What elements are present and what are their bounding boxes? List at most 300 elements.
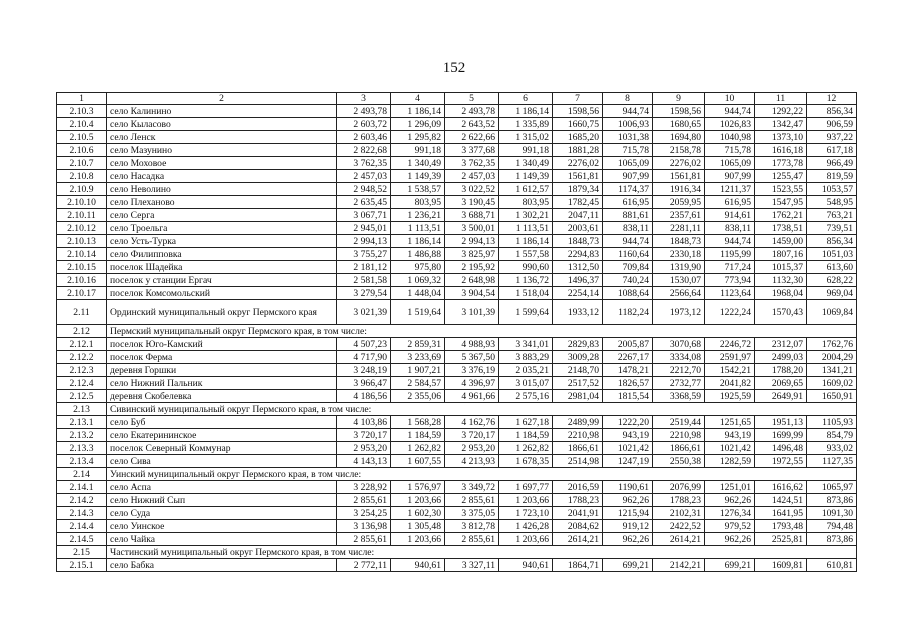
- cell-col-6: 1 627,18: [499, 416, 553, 429]
- cell-col-5: 4 162,76: [445, 416, 499, 429]
- cell-col-8: 1215,94: [603, 507, 653, 520]
- cell-col-11: 1292,22: [755, 105, 807, 118]
- table-row: [57, 248, 857, 261]
- cell-col-3: 3 762,35: [337, 157, 391, 170]
- cell-col-7: 2981,04: [553, 390, 603, 403]
- column-number-8: 8: [603, 93, 653, 105]
- cell-col-4: 1 203,66: [391, 494, 445, 507]
- row-code: 2.13.3: [57, 442, 107, 455]
- table-row: [57, 144, 857, 157]
- cell-col-7: 2003,61: [553, 222, 603, 235]
- row-code: 2.13.4: [57, 455, 107, 468]
- cell-col-10: 1282,59: [705, 455, 755, 468]
- cell-col-11: 1788,20: [755, 364, 807, 377]
- cell-col-9: 1680,65: [653, 118, 705, 131]
- cell-col-10: 907,99: [705, 170, 755, 183]
- cell-col-11: 1616,62: [755, 481, 807, 494]
- cell-col-7: 1864,71: [553, 559, 603, 572]
- table-row: [57, 131, 857, 144]
- cell-col-9: 3334,08: [653, 351, 705, 364]
- cell-col-5: 2 855,61: [445, 533, 499, 546]
- cell-col-4: 2 355,06: [391, 390, 445, 403]
- cell-col-9: 2158,78: [653, 144, 705, 157]
- cell-col-12: 1105,93: [807, 416, 857, 429]
- cell-col-6: 1 599,64: [499, 300, 553, 325]
- cell-col-6: 1 612,57: [499, 183, 553, 196]
- cell-col-8: 944,74: [603, 105, 653, 118]
- cell-col-3: 2 822,68: [337, 144, 391, 157]
- cell-col-12: 794,48: [807, 520, 857, 533]
- row-name: село Ленск: [107, 131, 337, 144]
- cell-col-5: 3 377,68: [445, 144, 499, 157]
- table-row: [57, 274, 857, 287]
- cell-col-8: 1006,93: [603, 118, 653, 131]
- column-number-2: 2: [107, 93, 337, 105]
- cell-col-9: 1788,23: [653, 494, 705, 507]
- cell-col-6: 990,60: [499, 261, 553, 274]
- row-name: село Бабка: [107, 559, 337, 572]
- cell-col-4: 1 305,48: [391, 520, 445, 533]
- cell-col-11: 1459,00: [755, 235, 807, 248]
- cell-col-5: 3 762,35: [445, 157, 499, 170]
- cell-col-8: 1478,21: [603, 364, 653, 377]
- cell-col-9: 2276,02: [653, 157, 705, 170]
- cell-col-12: 856,34: [807, 235, 857, 248]
- cell-col-8: 1174,37: [603, 183, 653, 196]
- column-number-1: 1: [57, 93, 107, 105]
- cell-col-5: 3 190,45: [445, 196, 499, 209]
- cell-col-7: 2148,70: [553, 364, 603, 377]
- table-row: [57, 494, 857, 507]
- cell-col-7: 1685,20: [553, 131, 603, 144]
- cell-col-4: 1 486,88: [391, 248, 445, 261]
- row-name: село Уинское: [107, 520, 337, 533]
- table-row: [57, 377, 857, 390]
- cell-col-5: 3 825,97: [445, 248, 499, 261]
- cell-col-11: 1609,81: [755, 559, 807, 572]
- cell-col-10: 1065,09: [705, 157, 755, 170]
- cell-col-10: 943,19: [705, 429, 755, 442]
- cell-col-4: 1 448,04: [391, 287, 445, 300]
- cell-col-11: 1523,55: [755, 183, 807, 196]
- table-row: [57, 105, 857, 118]
- cell-col-9: 1598,56: [653, 105, 705, 118]
- cell-col-3: 2 953,20: [337, 442, 391, 455]
- cell-col-4: 991,18: [391, 144, 445, 157]
- cell-col-7: 1788,23: [553, 494, 603, 507]
- row-code: 2.14.5: [57, 533, 107, 546]
- cell-col-8: 1065,09: [603, 157, 653, 170]
- section-header-row: [57, 403, 857, 416]
- table-row: [57, 300, 857, 325]
- cell-col-3: 2 772,11: [337, 559, 391, 572]
- cell-col-3: 2 603,46: [337, 131, 391, 144]
- row-code: 2.10.6: [57, 144, 107, 157]
- cell-col-3: 2 181,12: [337, 261, 391, 274]
- row-code: 2.13.2: [57, 429, 107, 442]
- cell-col-12: 1065,97: [807, 481, 857, 494]
- cell-col-6: 1 186,14: [499, 105, 553, 118]
- cell-col-12: 1762,76: [807, 338, 857, 351]
- cell-col-5: 3 500,01: [445, 222, 499, 235]
- row-code: 2.14.3: [57, 507, 107, 520]
- table-row: [57, 209, 857, 222]
- cell-col-7: 2041,91: [553, 507, 603, 520]
- cell-col-12: 933,02: [807, 442, 857, 455]
- cell-col-4: 1 296,09: [391, 118, 445, 131]
- cell-col-11: 2312,07: [755, 338, 807, 351]
- cell-col-7: 2210,98: [553, 429, 603, 442]
- row-name: поселок Комсомольский: [107, 287, 337, 300]
- cell-col-12: 906,59: [807, 118, 857, 131]
- row-code: 2.12.2: [57, 351, 107, 364]
- row-name: село Калинино: [107, 105, 337, 118]
- cell-col-4: 1 069,32: [391, 274, 445, 287]
- cell-col-6: 1 557,58: [499, 248, 553, 261]
- cell-col-7: 1496,37: [553, 274, 603, 287]
- cell-col-7: 2276,02: [553, 157, 603, 170]
- cell-col-9: 1561,81: [653, 170, 705, 183]
- cell-col-12: 969,04: [807, 287, 857, 300]
- row-name: село Филипповка: [107, 248, 337, 261]
- cell-col-4: 2 584,57: [391, 377, 445, 390]
- cell-col-5: 2 493,78: [445, 105, 499, 118]
- column-number-6: 6: [499, 93, 553, 105]
- cell-col-9: 2212,70: [653, 364, 705, 377]
- cell-col-11: 1773,78: [755, 157, 807, 170]
- row-code: 2.10.17: [57, 287, 107, 300]
- row-name: село Насадка: [107, 170, 337, 183]
- cell-col-10: 1222,24: [705, 300, 755, 325]
- table-row: [57, 183, 857, 196]
- cell-col-6: 2 575,16: [499, 390, 553, 403]
- cell-col-10: 838,11: [705, 222, 755, 235]
- cell-col-8: 919,12: [603, 520, 653, 533]
- row-code: 2.10.7: [57, 157, 107, 170]
- cell-col-9: 2281,11: [653, 222, 705, 235]
- cell-col-11: 1342,47: [755, 118, 807, 131]
- cell-col-12: 739,51: [807, 222, 857, 235]
- cell-col-7: 2294,83: [553, 248, 603, 261]
- row-code: 2.14.2: [57, 494, 107, 507]
- cell-col-10: 1211,37: [705, 183, 755, 196]
- cell-col-4: 1 262,82: [391, 442, 445, 455]
- cell-col-5: 2 622,66: [445, 131, 499, 144]
- cell-col-6: 1 262,82: [499, 442, 553, 455]
- cell-col-12: 1650,91: [807, 390, 857, 403]
- cell-col-7: 1561,81: [553, 170, 603, 183]
- cell-col-7: 2489,99: [553, 416, 603, 429]
- cell-col-11: 1424,51: [755, 494, 807, 507]
- cell-col-3: 3 067,71: [337, 209, 391, 222]
- cell-col-3: 3 248,19: [337, 364, 391, 377]
- row-code: 2.12.4: [57, 377, 107, 390]
- table-row: [57, 416, 857, 429]
- cell-col-4: 1 149,39: [391, 170, 445, 183]
- cell-col-6: 940,61: [499, 559, 553, 572]
- row-name: Сивинский муниципальный округ Пермского края, в том числе:: [107, 403, 857, 416]
- cell-col-5: 4 396,97: [445, 377, 499, 390]
- cell-col-4: 1 113,51: [391, 222, 445, 235]
- table-row: [57, 481, 857, 494]
- table-row: [57, 235, 857, 248]
- cell-col-7: 2254,14: [553, 287, 603, 300]
- cell-col-3: 2 635,45: [337, 196, 391, 209]
- cell-col-10: 944,74: [705, 235, 755, 248]
- cell-col-7: 2517,52: [553, 377, 603, 390]
- cell-col-5: 2 648,98: [445, 274, 499, 287]
- row-name: поселок Юго-Камский: [107, 338, 337, 351]
- row-name: село Неволино: [107, 183, 337, 196]
- table-row: [57, 287, 857, 300]
- cell-col-12: 819,59: [807, 170, 857, 183]
- table-row: [57, 559, 857, 572]
- cell-col-12: 873,86: [807, 494, 857, 507]
- cell-col-10: 1195,99: [705, 248, 755, 261]
- cell-col-4: 1 236,21: [391, 209, 445, 222]
- column-number-12: 12: [807, 93, 857, 105]
- cell-col-6: 1 149,39: [499, 170, 553, 183]
- cell-col-4: 1 186,14: [391, 235, 445, 248]
- cell-col-5: 4 988,93: [445, 338, 499, 351]
- cell-col-8: 2267,17: [603, 351, 653, 364]
- row-name: село Мазунино: [107, 144, 337, 157]
- cell-col-11: 1015,37: [755, 261, 807, 274]
- cell-col-11: 1132,30: [755, 274, 807, 287]
- cell-col-12: 1051,03: [807, 248, 857, 261]
- cell-col-8: 907,99: [603, 170, 653, 183]
- cell-col-10: 962,26: [705, 533, 755, 546]
- cell-col-8: 1182,24: [603, 300, 653, 325]
- cell-col-5: 3 022,52: [445, 183, 499, 196]
- cell-col-8: 1021,42: [603, 442, 653, 455]
- cell-col-3: 4 103,86: [337, 416, 391, 429]
- cell-col-4: 1 576,97: [391, 481, 445, 494]
- cell-col-9: 2422,52: [653, 520, 705, 533]
- cell-col-11: 1793,48: [755, 520, 807, 533]
- cell-col-9: 2102,31: [653, 507, 705, 520]
- row-name: Уинский муниципальный округ Пермского края, в том числе:: [107, 468, 857, 481]
- cell-col-3: 4 507,23: [337, 338, 391, 351]
- row-code: 2.13: [57, 403, 107, 416]
- row-name: село Буб: [107, 416, 337, 429]
- cell-col-10: 914,61: [705, 209, 755, 222]
- cell-col-5: 3 904,54: [445, 287, 499, 300]
- table-row: [57, 455, 857, 468]
- cell-col-7: 2016,59: [553, 481, 603, 494]
- cell-col-3: 3 755,27: [337, 248, 391, 261]
- cell-col-10: 1925,59: [705, 390, 755, 403]
- cell-col-12: 628,22: [807, 274, 857, 287]
- row-code: 2.11: [57, 300, 107, 325]
- cell-col-8: 962,26: [603, 494, 653, 507]
- cell-col-10: 699,21: [705, 559, 755, 572]
- cell-col-8: 699,21: [603, 559, 653, 572]
- table-row: [57, 429, 857, 442]
- row-code: 2.10.3: [57, 105, 107, 118]
- cell-col-5: 2 195,92: [445, 261, 499, 274]
- cell-col-8: 838,11: [603, 222, 653, 235]
- cell-col-6: 1 136,72: [499, 274, 553, 287]
- cell-col-4: 1 568,28: [391, 416, 445, 429]
- row-name: Пермский муниципальный округ Пермского края, в том числе:: [107, 325, 857, 338]
- table-row: [57, 351, 857, 364]
- section-header-row: [57, 325, 857, 338]
- cell-col-6: 1 184,59: [499, 429, 553, 442]
- cell-col-9: 2210,98: [653, 429, 705, 442]
- cell-col-7: 1933,12: [553, 300, 603, 325]
- cell-col-12: 763,21: [807, 209, 857, 222]
- row-name: поселок Шадейка: [107, 261, 337, 274]
- row-code: 2.10.5: [57, 131, 107, 144]
- cell-col-7: 1848,73: [553, 235, 603, 248]
- column-number-3: 3: [337, 93, 391, 105]
- cell-col-9: 1530,07: [653, 274, 705, 287]
- row-name: Ординский муниципальный округ Пермского края: [107, 300, 337, 325]
- table-row: [57, 390, 857, 403]
- cell-col-4: 940,61: [391, 559, 445, 572]
- cell-col-4: 1 538,57: [391, 183, 445, 196]
- cell-col-12: 1069,84: [807, 300, 857, 325]
- cell-col-10: 715,78: [705, 144, 755, 157]
- cell-col-11: 1496,48: [755, 442, 807, 455]
- row-code: 2.10.15: [57, 261, 107, 274]
- cell-col-5: 4 213,93: [445, 455, 499, 468]
- table-row: [57, 364, 857, 377]
- cell-col-9: 2550,38: [653, 455, 705, 468]
- row-code: 2.10.9: [57, 183, 107, 196]
- cell-col-4: 1 907,21: [391, 364, 445, 377]
- cell-col-3: 3 279,54: [337, 287, 391, 300]
- row-name: село Суда: [107, 507, 337, 520]
- row-name: село Нижний Сып: [107, 494, 337, 507]
- cell-col-3: 3 720,17: [337, 429, 391, 442]
- cell-col-10: 2246,72: [705, 338, 755, 351]
- cell-col-4: 975,80: [391, 261, 445, 274]
- cell-col-4: 3 233,69: [391, 351, 445, 364]
- row-code: 2.14.4: [57, 520, 107, 533]
- table-row: [57, 261, 857, 274]
- cell-col-11: 2499,03: [755, 351, 807, 364]
- cell-col-7: 1312,50: [553, 261, 603, 274]
- cell-col-3: 3 966,47: [337, 377, 391, 390]
- cell-col-9: 1848,73: [653, 235, 705, 248]
- cell-col-6: 803,95: [499, 196, 553, 209]
- cell-col-8: 1247,19: [603, 455, 653, 468]
- table-row: [57, 442, 857, 455]
- cell-col-3: 2 457,03: [337, 170, 391, 183]
- cell-col-5: 3 720,17: [445, 429, 499, 442]
- cell-col-10: 1251,01: [705, 481, 755, 494]
- cell-col-9: 3368,59: [653, 390, 705, 403]
- cell-col-11: 2069,65: [755, 377, 807, 390]
- row-code: 2.14: [57, 468, 107, 481]
- cell-col-3: 2 994,13: [337, 235, 391, 248]
- cell-col-8: 881,61: [603, 209, 653, 222]
- cell-col-12: 966,49: [807, 157, 857, 170]
- cell-col-9: 1866,61: [653, 442, 705, 455]
- cell-col-10: 1021,42: [705, 442, 755, 455]
- row-code: 2.10.12: [57, 222, 107, 235]
- cell-col-3: 2 581,58: [337, 274, 391, 287]
- cell-col-4: 2 859,31: [391, 338, 445, 351]
- table-row: [57, 520, 857, 533]
- column-number-4: 4: [391, 93, 445, 105]
- cell-col-12: 1609,02: [807, 377, 857, 390]
- cell-col-4: 1 295,82: [391, 131, 445, 144]
- cell-col-7: 1881,28: [553, 144, 603, 157]
- cell-col-5: 2 643,52: [445, 118, 499, 131]
- cell-col-7: 1866,61: [553, 442, 603, 455]
- section-header-row: [57, 546, 857, 559]
- cell-col-3: 2 603,72: [337, 118, 391, 131]
- table-row: [57, 338, 857, 351]
- cell-col-9: 2614,21: [653, 533, 705, 546]
- cell-col-11: 2525,81: [755, 533, 807, 546]
- cell-col-10: 773,94: [705, 274, 755, 287]
- cell-col-10: 979,52: [705, 520, 755, 533]
- cell-col-5: 3 327,11: [445, 559, 499, 572]
- cell-col-10: 2041,82: [705, 377, 755, 390]
- cell-col-9: 2142,21: [653, 559, 705, 572]
- cell-col-6: 3 015,07: [499, 377, 553, 390]
- cell-col-11: 2649,91: [755, 390, 807, 403]
- cell-col-4: 1 340,49: [391, 157, 445, 170]
- cell-col-5: 2 457,03: [445, 170, 499, 183]
- row-name: деревня Горшки: [107, 364, 337, 377]
- cell-col-9: 1694,80: [653, 131, 705, 144]
- row-name: село Моховое: [107, 157, 337, 170]
- row-code: 2.12.5: [57, 390, 107, 403]
- cell-col-8: 1190,61: [603, 481, 653, 494]
- cell-col-7: 3009,28: [553, 351, 603, 364]
- cell-col-10: 616,95: [705, 196, 755, 209]
- row-code: 2.14.1: [57, 481, 107, 494]
- row-name: село Аспа: [107, 481, 337, 494]
- cell-col-6: 1 203,66: [499, 494, 553, 507]
- row-code: 2.10.16: [57, 274, 107, 287]
- row-code: 2.10.14: [57, 248, 107, 261]
- cell-col-12: 613,60: [807, 261, 857, 274]
- cell-col-11: 1373,10: [755, 131, 807, 144]
- row-code: 2.10.11: [57, 209, 107, 222]
- cell-col-12: 1341,21: [807, 364, 857, 377]
- cell-col-11: 1616,18: [755, 144, 807, 157]
- cell-col-10: 1251,65: [705, 416, 755, 429]
- cell-col-12: 548,95: [807, 196, 857, 209]
- row-code: 2.10.10: [57, 196, 107, 209]
- cell-col-8: 709,84: [603, 261, 653, 274]
- cell-col-11: 1570,43: [755, 300, 807, 325]
- cell-col-8: 1815,54: [603, 390, 653, 403]
- cell-col-8: 1826,57: [603, 377, 653, 390]
- row-name: поселок у станции Ергач: [107, 274, 337, 287]
- cell-col-9: 3070,68: [653, 338, 705, 351]
- cell-col-3: 4 717,90: [337, 351, 391, 364]
- row-name: село Троельга: [107, 222, 337, 235]
- row-code: 2.13.1: [57, 416, 107, 429]
- row-name: село Чайка: [107, 533, 337, 546]
- cell-col-6: 1 186,14: [499, 235, 553, 248]
- cell-col-11: 1807,16: [755, 248, 807, 261]
- row-code: 2.15.1: [57, 559, 107, 572]
- cell-col-12: 1053,57: [807, 183, 857, 196]
- cell-col-6: 1 340,49: [499, 157, 553, 170]
- cell-col-6: 2 035,21: [499, 364, 553, 377]
- cell-col-11: 1641,95: [755, 507, 807, 520]
- row-code: 2.12.1: [57, 338, 107, 351]
- cell-col-5: 4 961,66: [445, 390, 499, 403]
